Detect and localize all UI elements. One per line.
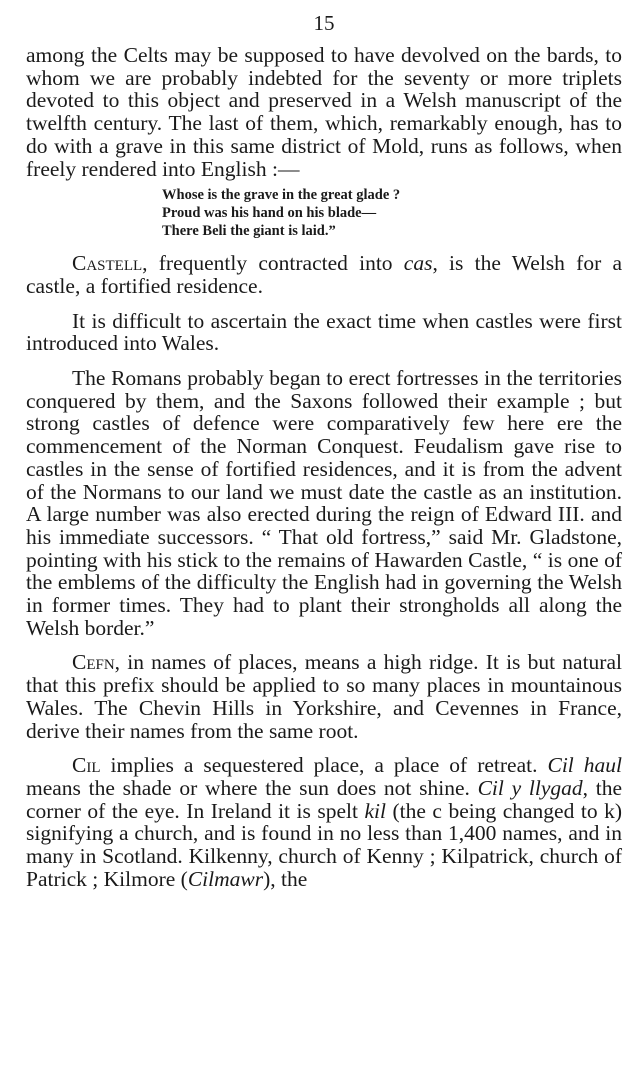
page-number: 15 (313, 11, 335, 35)
paragraph-cefn (26, 651, 622, 742)
cefn-text: in names of places, means a high ridge. It is but natural that this prefix should be applied to so many places in mountainous Wales. The Chevin Hills in Yorkshire, and Cevennes in France, derive their names from the same root. (26, 650, 622, 743)
italic-kil: kil (364, 798, 386, 823)
castell-text-2: , is the Welsh for a castle, a fortified residence. (26, 251, 622, 298)
poem-quotation (162, 186, 622, 240)
cil-text-1: implies a sequestered place, a place of retreat. (100, 753, 548, 778)
poem-line-1: Whose is the grave in the great glade ? (162, 187, 401, 204)
term-cefn: Cefn, (72, 650, 121, 675)
castell-text-1: frequently contracted into (147, 251, 404, 276)
cil-text-4: (the c being changed to k) signifying a church, and is found in no less than 1,400 names, and in many in Scotland. Kilkenny, church of Kenny ; Kilpatrick, church of Patrick ; Kilmore ( (26, 798, 622, 891)
cil-text-3: , the corner of the eye. In Ireland it is spelt (26, 775, 622, 823)
italic-cil-y-llygad: Cil y llygad (477, 775, 583, 800)
term-cil: Cil (72, 753, 101, 778)
paragraph-castell (26, 252, 622, 297)
paragraph-cil (26, 754, 622, 890)
cil-text-2: means the shade or where the sun does not shine. (26, 775, 478, 800)
poem-line-2: Proud was his hand on his blade— (162, 205, 377, 222)
poem-line-3: There Beli the giant is laid.” (162, 223, 336, 240)
paragraph-celts-bards: among the Celts may be supposed to have devolved on the bards, to whom we are probably indebted for the seventy or more triplets devoted to this object and preserved in a Welsh manuscript of the twelfth century. The last of them, which, remarkably enough, has to do with a grave in this same district of Mold, runs as follows, when freely rendered into English :— (26, 43, 622, 181)
paragraph-romans-fortresses: The Romans probably began to erect fortresses in the territories conquered by them, and the Saxons followed their example ; but strong castles of defence were comparatively few here ere the commencement of the Norman Conquest. Feudalism gave rise to castles in the sense of fortified residences, and it is from the advent of the Normans to our land we must date the castle as an institution. A large number was also erected during the reign of Edward III. and his immediate successors. “ That old fortress,” said Mr. Gladstone, pointing with his stick to the remains of Hawarden Castle, “ is one of the emblems of the difficulty the English had in governing the Welsh in former times. They had to plant their strongholds all along the Welsh border.” (26, 366, 622, 640)
term-castell: Castell, (72, 251, 148, 276)
cil-text-5: ), the (263, 866, 308, 891)
italic-cas: cas (403, 251, 433, 276)
paragraph-castles-wales: It is difficult to ascertain the exact time when castles were first introduced into Wales. (26, 308, 622, 356)
italic-cilmawr: Cilmawr (187, 866, 264, 891)
italic-cil-haul: Cil haul (547, 753, 622, 778)
